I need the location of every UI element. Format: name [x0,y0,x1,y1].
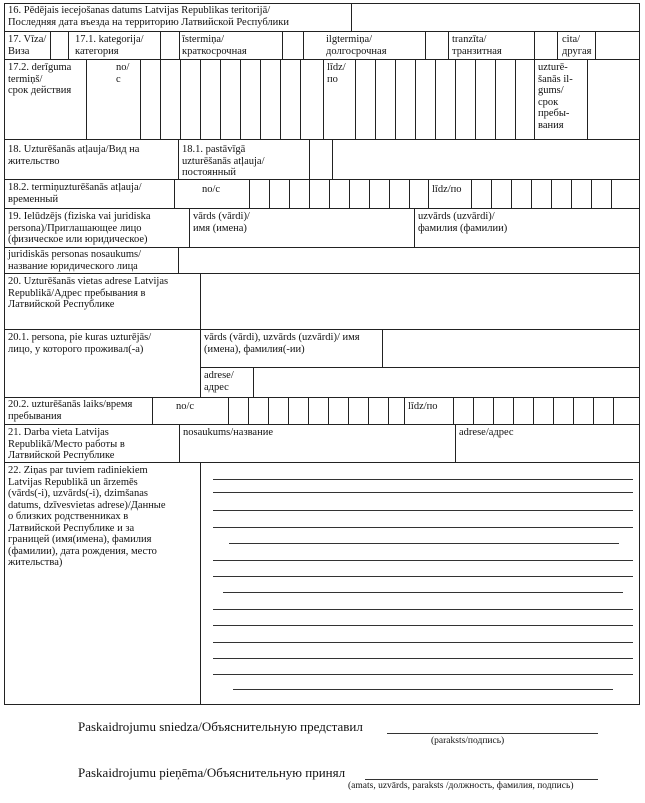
host-names-label: vārds (vārdi), uzvārds (uzvārdi)/ имя (имена), фамилия(-ии) [204,332,360,355]
transit-label: tranzīta/ транзитная [452,34,502,57]
writing-line [213,527,633,528]
short-term-checkbox[interactable] [283,32,303,59]
long-term-label: ilgtermiņa/ долгосрочная [326,34,387,57]
explanation-form [4,3,640,705]
field-17-1-category-label: 17.1. kategorija/ категория [75,34,144,57]
workplace-name-input[interactable] [180,439,455,462]
field-18-permit-label: 18. Uzturēšanās atļauja/Вид на жительство [8,144,140,167]
border-left [4,3,5,705]
short-term-label: īstermiņa/ краткосрочная [182,34,247,57]
duration-label: uzturē- šanās il- gums/ срок пребы- вания [538,62,573,131]
field-16-input[interactable] [352,3,639,31]
writing-line [213,560,633,561]
border-bottom [4,704,640,705]
temporary-from-input[interactable] [250,180,428,208]
permanent-checkbox[interactable] [310,140,332,179]
field-20-address-label: 20. Uzturēšanās vietas adrese Latvijas Republikā/Адрес пребывания в Латвийской Республике [8,276,169,310]
temporary-to-label: līdz/по [432,184,462,195]
stay-time-from-input[interactable] [229,398,404,424]
writing-line [223,592,623,593]
host-names-input[interactable] [383,330,639,367]
field-20-1-host-label: 20.1. persona, pie kuras uzturējās/ лицо, у которого проживал(-а) [8,332,152,355]
writing-line [213,576,633,577]
validity-from-input[interactable] [141,60,323,139]
field-17-visa-input[interactable] [51,32,68,59]
inviter-last-name-label: uzvārds (uzvārdi)/ фамилия (фамилии) [418,211,508,234]
host-address-input[interactable] [254,368,639,397]
field-20-2-stay-time-label: 20.2. uzturēšanās laiks/время пребывания [8,399,133,422]
stay-time-from-label: no/c [176,401,195,412]
accepted-by-label: Paskaidrojumu pieņēma/Объяснительную принял [78,765,346,780]
stay-time-to-input[interactable] [454,398,639,424]
temporary-to-input[interactable] [472,180,639,208]
validity-to-label: līdz/ по [327,62,346,85]
long-term-checkbox[interactable] [426,32,448,59]
border-right [639,3,640,705]
validity-to-input[interactable] [356,60,534,139]
temporary-from-label: no/c [202,184,221,195]
writing-line [213,609,633,610]
inviter-first-name-label: vārds (vārdi)/ имя (имена) [193,211,250,234]
writing-line [213,642,633,643]
other-label: cita/ другая [562,34,592,57]
other-checkbox[interactable] [596,32,639,59]
field-16-label: 16. Pēdējais iecejošanas datums Latvijas Republikas teritorijā/ Последняя дата въезда на территорию Латвийской Республики [8,5,289,28]
host-address-label: adrese/ адрес [204,370,234,393]
writing-line [213,658,633,659]
workplace-address-input[interactable] [456,439,639,462]
field-17-2-validity-label: 17.2. derīguma termiņš/ срок действия [8,62,72,96]
field-17-1-category-input[interactable] [161,32,179,59]
inviter-first-name-input[interactable] [264,209,414,247]
relatives-writing-area[interactable] [201,463,639,704]
stay-time-to-label: līdz/по [408,401,438,412]
field-21-workplace-label: 21. Darba vieta Latvijas Republikā/Место работы в Латвийской Республике [8,427,125,461]
field-17-visa-label: 17. Vīza/ Виза [8,34,47,57]
writing-line [213,492,633,493]
given-by-label: Paskaidrojumu sniedza/Объяснительную представил [78,719,363,734]
stay-address-input[interactable] [201,274,639,329]
workplace-address-label: adrese/адрес [459,427,514,438]
field-18-1-permanent-label: 18.1. pastāvīgā uzturēšanās atļauja/ постоянный [182,144,265,178]
writing-line [213,479,633,480]
writing-line [229,543,619,544]
given-by-signature-line[interactable] [387,733,598,734]
writing-line [213,674,633,675]
writing-line [213,510,633,511]
writing-line [213,625,633,626]
transit-checkbox[interactable] [535,32,557,59]
duration-input[interactable] [588,60,639,139]
field-22-relatives-label: 22. Ziņas par tuviem radiniekiem Latvijas Republikā un ārzemēs (vārds(-i), uzvārds(-i), dzimšanas datums, dzīvesvietas adrese)/Данные о близких родственниках в Латвийской Республике и за границей (имя(имена), фамилия (фамилии), дата рождения, место жительства) [8,465,166,568]
given-by-note: (paraksts/подпись) [431,736,505,746]
accepted-by-signature-line[interactable] [365,779,598,780]
writing-line [233,689,613,690]
accepted-by-note: (amats, uzvārds, paraksts /должность, фамилия, подпись) [348,781,574,791]
field-18-2-temporary-label: 18.2. termiņuzturēšanās atļauja/ временный [8,182,142,205]
company-name-label: juridiskās personas nosaukums/ название юридического лица [8,249,141,272]
field-19-inviter-label: 19. Ielūdzējs (fiziska vai juridiska persona)/Приглашающее лицо (физическое или юридическое) [8,211,151,245]
validity-from-label: no/ с [116,62,130,85]
company-name-input[interactable] [179,248,639,273]
inviter-last-name-input[interactable] [524,209,639,247]
workplace-name-label: nosaukums/название [183,427,273,438]
